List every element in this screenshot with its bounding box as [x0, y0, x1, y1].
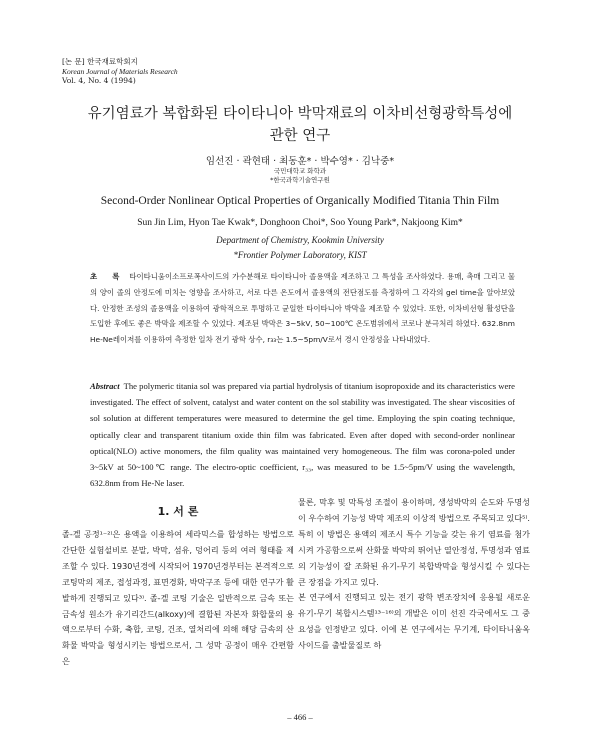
- abstract-en-text: The polymeric titania sol was prepared via partial hydrolysis of titanium isopropoxide and its characteristics were investigated. The effect of solvent, catalyst and water content on the sol stability was investigated. The shear viscosities of sol solution at different temperatures were measured to determine the gel time. Employing the spin coating technique, optically clear and transparent titanium oxide thin film was fabricated. Even after doped with second-order nonlinear optical(NLO) active monomers, the film quality was maintained very homogeneous. The film was corona-poled under 3~5kV at 50~100℃ range. The electro-optic coefficient, r₃₃, was measured to be 1.5~5pm/V using the wavelength, 632.8nm from He-Ne laser.: [90, 381, 515, 489]
- journal-name-en: Korean Journal of Materials Research: [62, 66, 178, 76]
- affiliation-en-1: Department of Chemistry, Kookmin University: [216, 235, 384, 245]
- paper-title-english: Second-Order Nonlinear Optical Properties of Organically Modified Titania Thin Film: [100, 195, 500, 207]
- affiliation-en-2: *Frontier Polymer Laboratory, KIST: [233, 250, 367, 260]
- title-ko-line-2: 관한 연구: [269, 128, 331, 144]
- abstract-ko-label: 초 록: [90, 272, 126, 281]
- section-heading-intro: 1. 서 론: [157, 505, 199, 518]
- page-number: – 466 –: [287, 712, 313, 722]
- title-ko-line-1: 유기염료가 복합화된 타이타니아 박막재료의 이차비선형광학특성에: [87, 106, 513, 122]
- affiliation-ko-1: 국민대학교 화학과: [273, 167, 327, 175]
- abstract-ko-text: 타이타니움이소프로폭사이드의 가수분해로 타이타니아 졸용액을 제조하고 그 특성을 조사하였다. 용매, 촉매 그리고 물의 양이 졸의 안정도에 미치는 영향을 조사하고, 서로 다른 온도에서 졸용액의 전단점도를 측정하여 그 각각의 gel time을 알아보았다. 안정한 조성의 졸용액을 이용하여 광학적으로 투명하고 균일한 타이타니아 박막을 제조할 수 있었다. 또한, 이차비선형 활성단을 도입한 후에도 좋은 박막을 제조할 수 있었다. 제조된 박막은 3~5kV, 50~100℃ 온도범위에서 코로나 분극처리 하였다. 632.8nm He-Ne레이저를 이용하여 측정한 일차 전기 광학 상수, r₃₃는 1.5~5pm/V로서 경시 안정성을 나타내었다.: [90, 272, 516, 345]
- abstract-korean: [90, 269, 515, 348]
- abstract-english: [90, 378, 515, 491]
- journal-header: [62, 57, 178, 86]
- abstract-en-label: Abstract: [90, 381, 120, 391]
- affiliations-korean: [40, 167, 560, 185]
- authors-english: Sun Jin Lim, Hyon Tae Kwak*, Donghoon Choi*, Soo Young Park*, Nakjoong Kim*: [137, 218, 463, 228]
- affiliations-english: [40, 233, 560, 263]
- journal-volume: Vol. 4, No. 4 (1994): [62, 76, 136, 85]
- body-column-right: 물론, 막후 및 막특성 조절이 용이하며, 생성박막의 순도와 두명성이 우수하여 기능성 박막 제조의 이상적 방법으로 주목되고 있다⁵⁾. 특히 이 방법은 용액의 제조시 특수 기능을 갖는 유기 염료를 첨가시켜 가공함으로써 산화물 박막의 뛰어난 열안정성, 투명성과 염료의 기능성이 잘 조화된 유기-무기 복합박막을 형성시킬 수 있다는 큰 장점을 가지고 있다. 본 연구에서 진행되고 있는 전기 광학 변조장치에 응용될 새로운 유기-무기 복합시스템¹³⁻¹⁶⁾의 개발은 이미 선진 각국에서도 그 중요성을 인정받고 있다. 이에 본 연구에서는 무기계, 타이타니움옥사이드를 출발물질로 하: [298, 497, 530, 651]
- journal-label-ko: [논 문] 한국재료학회지: [62, 57, 138, 66]
- affiliation-ko-2: *한국과학기술연구원: [270, 176, 330, 184]
- body-column-left: 졸-겔 공정¹⁻²⁾은 용액을 이용하여 세라믹스를 합성하는 방법으로 간단한 실험설비로 분말, 박막, 섬유, 덩어리 등의 여러 형태를 제조할 수 있다. 1930년경에 시작되어 1970년경부터는 본격적으로 코팅막의 제조, 접성과정, 표면경화, 박막구조 등에 대한 연구가 활발하게 진행되고 있다³⁾. 졸-겔 코팅 기술은 일반적으로 금속 또는 금속성 원소가 유기리간드(alkoxy)에 결합된 자본자 화합물의 용액으로부터 수화, 축합, 코팅, 건조, 열처리에 의해 해당 금속의 산화물 박막을 형성시키는 방법으로서, 그 성막 공정이 매우 간편함은: [62, 529, 294, 667]
- paper-title-korean: [40, 103, 560, 147]
- authors-korean: 임선진 · 곽현태 · 최동훈* · 박수영* · 김낙중*: [205, 156, 395, 167]
